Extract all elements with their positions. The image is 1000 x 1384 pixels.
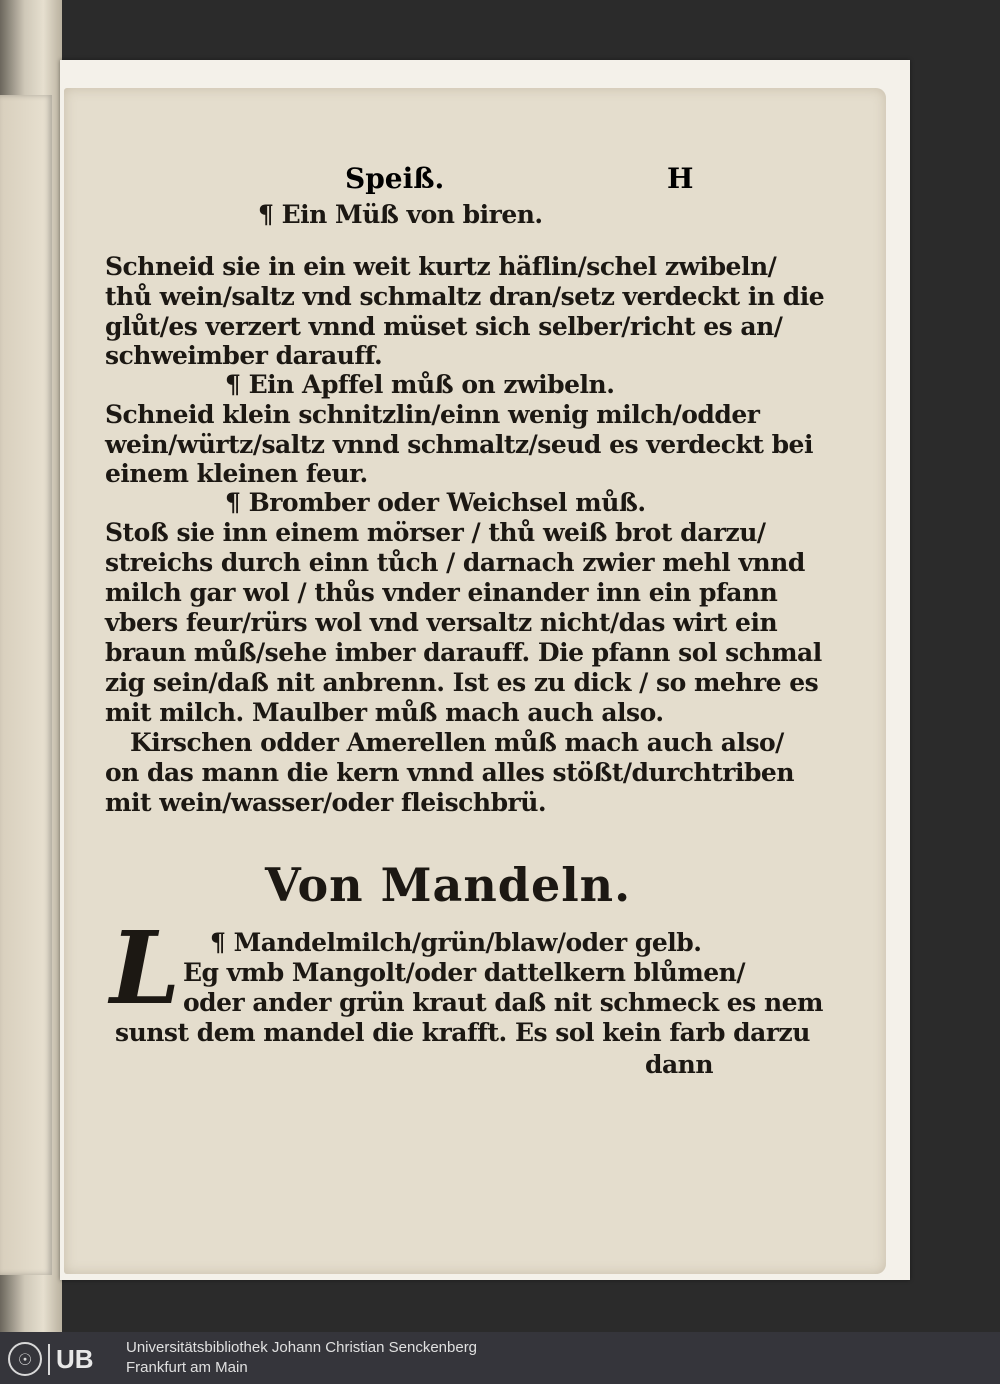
- text-line: mit wein/wasser/oder fleischbrü.: [105, 788, 547, 817]
- text-line: glůt/es verzert vnnd müset sich selber/richt es an/: [105, 312, 783, 341]
- text-line: on das mann die kern vnnd alles stößt/durchtriben: [105, 758, 795, 787]
- section-title: Von Mandeln.: [265, 858, 632, 912]
- logo-text: UB: [48, 1344, 94, 1375]
- text-line: zig sein/daß nit anbrenn. Ist es zu dick / so mehre es: [105, 668, 819, 697]
- text-line: Schneid sie in ein weit kurtz häflin/schel zwibeln/: [105, 252, 777, 281]
- footer-line-1: Universitätsbibliothek Johann Christian Senckenberg: [126, 1339, 478, 1356]
- recipe-heading: ¶ Mandelmilch/grün/blaw/oder gelb.: [210, 928, 702, 957]
- text-line: Schneid klein schnitzlin/einn wenig milch/odder: [105, 400, 760, 429]
- running-head: Speiß.: [345, 162, 445, 195]
- footer-text: [126, 1338, 477, 1378]
- footer-bar: [0, 1332, 1000, 1384]
- text-line: milch gar wol / thůs vnder einander inn ein pfann: [105, 578, 778, 607]
- text-line: Stoß sie inn einem mörser / thů weiß brot darzu/: [105, 518, 766, 547]
- text-line: braun můß/sehe imber darauff. Die pfann sol schmal: [105, 638, 822, 667]
- signature-mark: H: [667, 162, 694, 195]
- text-line: thů wein/saltz vnd schmaltz dran/setz verdeckt in die: [105, 282, 825, 311]
- text-line: vbers feur/rürs wol vnd versaltz nicht/das wirt ein: [105, 608, 778, 637]
- text-line: schweimber darauff.: [105, 341, 383, 370]
- text-line: oder ander grün kraut daß nit schmeck es nem: [183, 988, 823, 1017]
- text-line: mit milch. Maulber můß mach auch also.: [105, 698, 664, 727]
- text-line: Eg vmb Mangolt/oder dattelkern blůmen/: [183, 958, 745, 987]
- seal-icon: ☉: [8, 1342, 42, 1376]
- text-line: einem kleinen feur.: [105, 459, 368, 488]
- recipe-heading: ¶ Ein Apffel můß on zwibeln.: [225, 370, 615, 399]
- library-logo: [8, 1340, 118, 1378]
- catchword: dann: [645, 1050, 714, 1079]
- facing-page-edge: [0, 95, 52, 1275]
- text-line: sunst dem mandel die krafft. Es sol kein farb darzu: [115, 1018, 810, 1047]
- text-line: Kirschen odder Amerellen můß mach auch also/: [130, 728, 784, 757]
- decorated-initial: L: [110, 909, 181, 1027]
- footer-line-2: Frankfurt am Main: [126, 1359, 248, 1376]
- recipe-heading: ¶ Bromber oder Weichsel můß.: [225, 488, 646, 517]
- recipe-heading: ¶ Ein Müß von biren.: [258, 200, 543, 229]
- text-line: wein/würtz/saltz vnnd schmaltz/seud es verdeckt bei: [105, 430, 813, 459]
- text-line: streichs durch einn tůch / darnach zwier mehl vnnd: [105, 548, 805, 577]
